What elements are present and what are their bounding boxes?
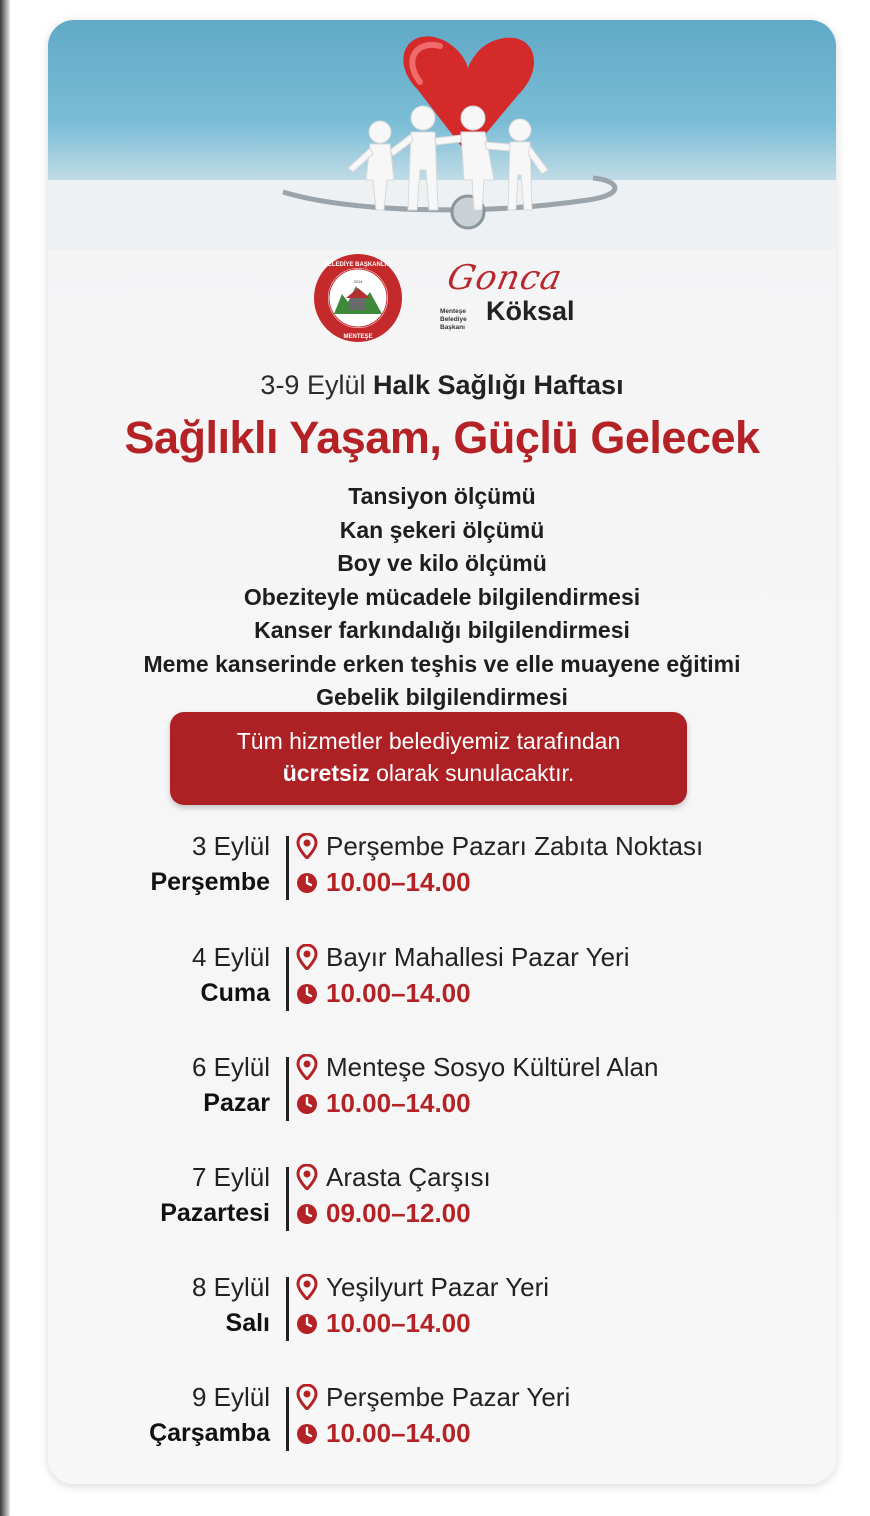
location-pin-icon [296,1274,318,1300]
banner-free-word: ücretsiz [282,760,370,786]
schedule-day: Pazartesi [160,1199,270,1227]
schedule-divider [286,1277,289,1341]
schedule-location: Menteşe Sosyo Kültürel Alan [326,1052,659,1082]
seal-top-text: BELEDİYE BAŞKANLIĞI [323,262,393,268]
window-edge [0,0,10,1516]
schedule-divider [286,947,289,1011]
schedule-day: Çarşamba [149,1419,270,1447]
schedule-row [48,939,836,1019]
schedule-day: Perşembe [150,868,270,896]
hero-image [48,20,836,250]
schedule-divider [286,836,289,900]
schedule-time: 09.00–12.00 [326,1198,471,1228]
schedule-date: 3 Eylül [191,831,270,861]
location-pin-icon [296,833,318,859]
service-item: Boy ve kilo ölçümü [337,550,547,576]
schedule-divider [286,1387,289,1451]
headline: Sağlıklı Yaşam, Güçlü Gelecek [124,412,760,463]
schedule-row [48,1269,836,1349]
signature-title [440,308,486,332]
municipality-seal-logo [312,252,404,344]
service-item: Meme kanserinde erken teşhis ve elle muayene eğitimi [143,650,741,677]
banner-line2-rest: olarak sunulacaktır. [376,760,575,786]
schedule-location: Perşembe Pazarı Zabıta Noktası [326,831,704,861]
schedule-date: 6 Eylül [191,1052,270,1082]
schedule-date: 4 Eylül [191,942,270,972]
mayor-signature-logo [440,256,580,348]
service-item: Kan şekeri ölçümü [339,516,545,543]
clock-icon [296,983,318,1005]
schedule-date: 8 Eylül [191,1272,270,1302]
schedule-location: Bayır Mahallesi Pazar Yeri [326,942,630,972]
schedule-time: 10.00–14.00 [326,1308,471,1338]
service-item: Gebelik bilgilendirmesi [316,684,568,710]
schedule-day: Cuma [200,979,270,1007]
clock-icon [296,872,318,894]
schedule-row [48,1049,836,1129]
location-pin-icon [296,944,318,970]
schedule-row [48,1379,836,1459]
schedule-location: Arasta Çarşısı [326,1162,491,1192]
banner-line1: Tüm hizmetler belediyemiz tarafından [236,728,621,754]
schedule-date: 7 Eylül [191,1162,270,1192]
signature-name: Köksal [486,296,575,326]
signature-title-line1: Menteşe [440,308,467,315]
poster-card [48,20,836,1484]
service-item: Kanser farkındalığı bilgilendirmesi [254,617,630,643]
event-subtitle [48,370,836,401]
schedule-time: 10.00–14.00 [326,978,471,1008]
schedule-date: 9 Eylül [191,1382,270,1412]
service-item: Obeziteyle mücadele bilgilendirmesi [243,583,641,610]
clock-icon [296,1313,318,1335]
schedule-location: Perşembe Pazar Yeri [326,1382,571,1412]
seal-bottom-text: MENTEŞE [343,334,373,340]
schedule-row [48,1159,836,1239]
schedule-time: 10.00–14.00 [326,1088,471,1118]
schedule-time: 10.00–14.00 [326,867,471,897]
location-pin-icon [296,1384,318,1410]
schedule-day: Pazar [203,1089,270,1117]
schedule-row [48,828,836,908]
service-item: Tansiyon ölçümü [348,483,536,509]
free-service-banner [170,712,687,805]
logo-row [48,252,836,352]
location-pin-icon [296,1054,318,1080]
schedule-day: Salı [225,1309,270,1337]
schedule-time: 10.00–14.00 [326,1418,471,1448]
schedule-divider [286,1167,289,1231]
seal-year: 2014 [353,279,363,284]
location-pin-icon [296,1164,318,1190]
signature-script: Gonca [443,258,567,298]
services-list [48,480,836,715]
subtitle-dates: 3-9 Eylül [260,370,366,400]
schedule-divider [286,1057,289,1121]
clock-icon [296,1093,318,1115]
clock-icon [296,1423,318,1445]
schedule-location: Yeşilyurt Pazar Yeri [326,1272,550,1302]
signature-title-line2: Belediye Başkanı [440,316,467,331]
clock-icon [296,1203,318,1225]
subtitle-event-name: Halk Sağlığı Haftası [372,370,624,400]
banner-line2 [170,760,687,787]
heart-family-illustration [48,20,836,250]
